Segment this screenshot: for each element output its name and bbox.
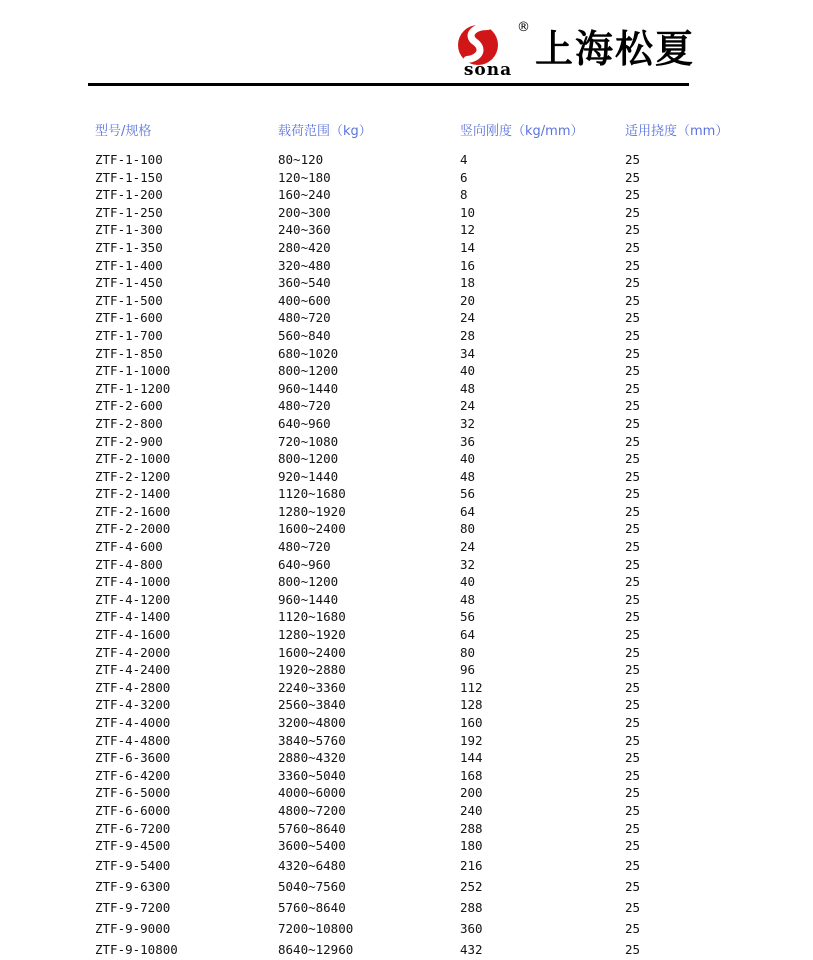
- table-row: [95, 784, 755, 802]
- table-row: [95, 415, 755, 433]
- cell-vertical-stiffness: 40: [460, 451, 476, 467]
- cell-load-range: 800~1200: [278, 451, 339, 467]
- header-vertical-stiffness: 竖向刚度（kg/mm）: [460, 124, 584, 139]
- cell-model: ZTF-1-100: [95, 152, 163, 167]
- cell-model: ZTF-2-1200: [95, 468, 171, 484]
- cell-load-range: 560~840: [278, 327, 331, 343]
- cell-vertical-stiffness: 192: [460, 732, 483, 748]
- cell-vertical-stiffness: 24: [460, 310, 476, 326]
- table-row: [95, 573, 755, 591]
- cell-model: ZTF-1-200: [95, 187, 163, 203]
- cell-model: ZTF-1-300: [95, 222, 163, 238]
- cell-model: ZTF-1-450: [95, 275, 163, 291]
- cell-applicable-deflection: 25: [625, 468, 641, 484]
- table-row: [95, 679, 755, 697]
- cell-vertical-stiffness: 432: [460, 941, 483, 957]
- table-row: [95, 939, 755, 960]
- header-divider: [88, 83, 689, 86]
- cell-vertical-stiffness: 40: [460, 363, 476, 379]
- cell-model: ZTF-2-1400: [95, 486, 171, 502]
- cell-load-range: 3600~5400: [278, 838, 346, 854]
- cell-vertical-stiffness: 144: [460, 750, 483, 766]
- cell-applicable-deflection: 25: [625, 222, 641, 238]
- cell-applicable-deflection: 25: [625, 556, 641, 572]
- cell-applicable-deflection: 25: [625, 292, 641, 308]
- cell-vertical-stiffness: 12: [460, 222, 476, 238]
- table-row: [95, 591, 755, 609]
- cell-model: ZTF-1-700: [95, 327, 163, 343]
- cell-vertical-stiffness: 48: [460, 380, 476, 396]
- cell-load-range: 1120~1680: [278, 486, 346, 502]
- table-body: [95, 151, 755, 960]
- table-row: [95, 397, 755, 415]
- header-load-range: 载荷范围（kg）: [278, 124, 372, 139]
- cell-load-range: 1280~1920: [278, 627, 346, 643]
- table-row: [95, 767, 755, 785]
- cell-applicable-deflection: 25: [625, 239, 641, 255]
- cell-vertical-stiffness: 8: [460, 187, 468, 203]
- cell-vertical-stiffness: 240: [460, 802, 483, 818]
- cell-applicable-deflection: 25: [625, 820, 641, 836]
- cell-vertical-stiffness: 288: [460, 820, 483, 836]
- cell-applicable-deflection: 25: [625, 662, 641, 678]
- cell-vertical-stiffness: 160: [460, 715, 483, 730]
- cell-vertical-stiffness: 96: [460, 662, 476, 678]
- cell-applicable-deflection: 25: [625, 275, 641, 291]
- cell-load-range: 640~960: [278, 415, 331, 431]
- registered-trademark-icon: ®: [517, 20, 530, 35]
- cell-applicable-deflection: 25: [625, 750, 641, 766]
- cell-applicable-deflection: 25: [625, 941, 641, 957]
- cell-applicable-deflection: 25: [625, 838, 641, 854]
- cell-load-range: 80~120: [278, 152, 324, 167]
- cell-model: ZTF-4-4800: [95, 732, 171, 748]
- cell-applicable-deflection: 25: [625, 521, 641, 537]
- table-row: [95, 661, 755, 679]
- cell-model: ZTF-2-2000: [95, 521, 171, 537]
- cell-vertical-stiffness: 64: [460, 627, 476, 643]
- table-row: [95, 345, 755, 363]
- cell-load-range: 240~360: [278, 222, 331, 238]
- cell-vertical-stiffness: 24: [460, 539, 476, 555]
- cell-vertical-stiffness: 80: [460, 644, 476, 660]
- table-row: [95, 186, 755, 204]
- cell-model: ZTF-1-250: [95, 204, 163, 220]
- cell-vertical-stiffness: 4: [460, 152, 468, 167]
- cell-load-range: 360~540: [278, 275, 331, 291]
- cell-model: ZTF-1-850: [95, 345, 163, 361]
- cell-load-range: 480~720: [278, 310, 331, 326]
- cell-model: ZTF-6-5000: [95, 785, 171, 801]
- cell-model: ZTF-4-4000: [95, 715, 171, 730]
- cell-vertical-stiffness: 40: [460, 574, 476, 590]
- cell-load-range: 920~1440: [278, 468, 339, 484]
- cell-applicable-deflection: 25: [625, 363, 641, 379]
- cell-load-range: 5040~7560: [278, 878, 346, 894]
- cell-vertical-stiffness: 16: [460, 257, 476, 273]
- cell-load-range: 800~1200: [278, 574, 339, 590]
- cell-applicable-deflection: 25: [625, 857, 641, 873]
- cell-load-range: 160~240: [278, 187, 331, 203]
- header-model: 型号/规格: [95, 124, 152, 139]
- cell-model: ZTF-6-7200: [95, 820, 171, 836]
- cell-model: ZTF-6-3600: [95, 750, 171, 766]
- cell-load-range: 4000~6000: [278, 785, 346, 801]
- cell-load-range: 720~1080: [278, 433, 339, 449]
- table-row: [95, 274, 755, 292]
- cell-load-range: 4800~7200: [278, 802, 346, 818]
- table-row: [95, 626, 755, 644]
- cell-model: ZTF-2-1000: [95, 451, 171, 467]
- cell-vertical-stiffness: 252: [460, 878, 483, 894]
- cell-load-range: 280~420: [278, 239, 331, 255]
- table-row: [95, 485, 755, 503]
- table-header-row: [95, 124, 755, 140]
- cell-vertical-stiffness: 168: [460, 767, 483, 783]
- cell-applicable-deflection: 25: [625, 785, 641, 801]
- cell-applicable-deflection: 25: [625, 679, 641, 695]
- table-row: [95, 257, 755, 275]
- cell-model: ZTF-9-4500: [95, 838, 171, 854]
- cell-applicable-deflection: 25: [625, 503, 641, 519]
- cell-applicable-deflection: 25: [625, 380, 641, 396]
- cell-vertical-stiffness: 32: [460, 556, 476, 572]
- cell-model: ZTF-1-500: [95, 292, 163, 308]
- cell-applicable-deflection: 25: [625, 574, 641, 590]
- cell-applicable-deflection: 25: [625, 187, 641, 203]
- cell-applicable-deflection: 25: [625, 539, 641, 555]
- cell-model: ZTF-2-900: [95, 433, 163, 449]
- table-row: [95, 855, 755, 876]
- table-row: [95, 802, 755, 820]
- cell-load-range: 3840~5760: [278, 732, 346, 748]
- table-row: [95, 503, 755, 521]
- cell-applicable-deflection: 25: [625, 398, 641, 414]
- cell-vertical-stiffness: 80: [460, 521, 476, 537]
- cell-load-range: 4320~6480: [278, 857, 346, 873]
- cell-load-range: 5760~8640: [278, 820, 346, 836]
- cell-vertical-stiffness: 20: [460, 292, 476, 308]
- cell-vertical-stiffness: 28: [460, 327, 476, 343]
- cell-load-range: 8640~12960: [278, 941, 354, 957]
- cell-vertical-stiffness: 14: [460, 239, 476, 255]
- cell-vertical-stiffness: 6: [460, 169, 468, 185]
- table-row: [95, 749, 755, 767]
- cell-model: ZTF-4-1200: [95, 591, 171, 607]
- cell-load-range: 640~960: [278, 556, 331, 572]
- cell-applicable-deflection: 25: [625, 802, 641, 818]
- table-row: [95, 644, 755, 662]
- cell-applicable-deflection: 25: [625, 878, 641, 894]
- cell-applicable-deflection: 25: [625, 169, 641, 185]
- cell-model: ZTF-1-400: [95, 257, 163, 273]
- cell-vertical-stiffness: 112: [460, 679, 483, 695]
- cell-applicable-deflection: 25: [625, 345, 641, 361]
- cell-model: ZTF-4-600: [95, 539, 163, 555]
- table-row: [95, 608, 755, 626]
- table-row: [95, 169, 755, 187]
- cell-vertical-stiffness: 56: [460, 609, 476, 625]
- cell-load-range: 2880~4320: [278, 750, 346, 766]
- cell-model: ZTF-6-6000: [95, 802, 171, 818]
- table-row: [95, 204, 755, 222]
- cell-applicable-deflection: 25: [625, 486, 641, 502]
- table-row: [95, 820, 755, 838]
- table-row: [95, 837, 755, 855]
- header-applicable-deflection: 适用挠度（mm）: [625, 124, 729, 139]
- cell-applicable-deflection: 25: [625, 609, 641, 625]
- cell-vertical-stiffness: 48: [460, 468, 476, 484]
- cell-applicable-deflection: 25: [625, 327, 641, 343]
- cell-applicable-deflection: 25: [625, 257, 641, 273]
- cell-model: ZTF-9-9000: [95, 920, 171, 936]
- cell-applicable-deflection: 25: [625, 204, 641, 220]
- cell-load-range: 200~300: [278, 204, 331, 220]
- cell-model: ZTF-2-1600: [95, 503, 171, 519]
- table-row: [95, 433, 755, 451]
- cell-load-range: 480~720: [278, 398, 331, 414]
- cell-model: ZTF-4-3200: [95, 697, 171, 713]
- table-row: [95, 876, 755, 897]
- cell-vertical-stiffness: 48: [460, 591, 476, 607]
- cell-load-range: 1600~2400: [278, 521, 346, 537]
- cell-load-range: 2560~3840: [278, 697, 346, 713]
- cell-model: ZTF-4-1400: [95, 609, 171, 625]
- cell-applicable-deflection: 25: [625, 627, 641, 643]
- cell-vertical-stiffness: 180: [460, 838, 483, 854]
- cell-load-range: 480~720: [278, 539, 331, 555]
- cell-load-range: 800~1200: [278, 363, 339, 379]
- spec-table: [95, 124, 755, 960]
- cell-load-range: 5760~8640: [278, 899, 346, 915]
- cell-applicable-deflection: 25: [625, 697, 641, 713]
- cell-load-range: 3200~4800: [278, 715, 346, 730]
- table-row: [95, 292, 755, 310]
- table-row: [95, 239, 755, 257]
- table-row: [95, 221, 755, 239]
- cell-vertical-stiffness: 128: [460, 697, 483, 713]
- cell-applicable-deflection: 25: [625, 767, 641, 783]
- cell-model: ZTF-1-1200: [95, 380, 171, 396]
- cell-vertical-stiffness: 24: [460, 398, 476, 414]
- cell-model: ZTF-6-4200: [95, 767, 171, 783]
- cell-model: ZTF-1-600: [95, 310, 163, 326]
- cell-model: ZTF-9-5400: [95, 857, 171, 873]
- cell-model: ZTF-9-6300: [95, 878, 171, 894]
- cell-model: ZTF-9-7200: [95, 899, 171, 915]
- table-row: [95, 918, 755, 939]
- cell-vertical-stiffness: 64: [460, 503, 476, 519]
- cell-applicable-deflection: 25: [625, 152, 641, 167]
- cell-vertical-stiffness: 18: [460, 275, 476, 291]
- cell-model: ZTF-9-10800: [95, 941, 178, 957]
- cell-load-range: 680~1020: [278, 345, 339, 361]
- table-row: [95, 897, 755, 918]
- cell-model: ZTF-4-800: [95, 556, 163, 572]
- cell-load-range: 1920~2880: [278, 662, 346, 678]
- cell-model: ZTF-4-1600: [95, 627, 171, 643]
- cell-applicable-deflection: 25: [625, 310, 641, 326]
- cell-vertical-stiffness: 288: [460, 899, 483, 915]
- cell-applicable-deflection: 25: [625, 899, 641, 915]
- cell-vertical-stiffness: 34: [460, 345, 476, 361]
- cell-model: ZTF-1-1000: [95, 363, 171, 379]
- cell-vertical-stiffness: 216: [460, 857, 483, 873]
- cell-model: ZTF-4-2000: [95, 644, 171, 660]
- table-row: [95, 556, 755, 574]
- table-row: [95, 450, 755, 468]
- cell-applicable-deflection: 25: [625, 415, 641, 431]
- logo-wordmark: sona: [463, 60, 513, 80]
- table-row: [95, 538, 755, 556]
- table-row: [95, 714, 755, 732]
- cell-load-range: 1280~1920: [278, 503, 346, 519]
- cell-load-range: 400~600: [278, 292, 331, 308]
- cell-vertical-stiffness: 36: [460, 433, 476, 449]
- cell-vertical-stiffness: 32: [460, 415, 476, 431]
- cell-model: ZTF-2-600: [95, 398, 163, 414]
- cell-load-range: 7200~10800: [278, 920, 354, 936]
- table-row: [95, 696, 755, 714]
- cell-load-range: 1120~1680: [278, 609, 346, 625]
- cell-applicable-deflection: 25: [625, 920, 641, 936]
- cell-model: ZTF-4-1000: [95, 574, 171, 590]
- table-row: [95, 380, 755, 398]
- cell-applicable-deflection: 25: [625, 591, 641, 607]
- table-row: [95, 327, 755, 345]
- cell-load-range: 2240~3360: [278, 679, 346, 695]
- table-row: [95, 520, 755, 538]
- cell-load-range: 960~1440: [278, 380, 339, 396]
- brand-name: 上海松夏: [535, 27, 696, 71]
- table-row: [95, 309, 755, 327]
- cell-vertical-stiffness: 56: [460, 486, 476, 502]
- cell-model: ZTF-2-800: [95, 415, 163, 431]
- cell-vertical-stiffness: 10: [460, 204, 476, 220]
- cell-vertical-stiffness: 360: [460, 920, 483, 936]
- table-row: [95, 468, 755, 486]
- cell-model: ZTF-1-350: [95, 239, 163, 255]
- cell-load-range: 120~180: [278, 169, 331, 185]
- cell-vertical-stiffness: 200: [460, 785, 483, 801]
- cell-load-range: 320~480: [278, 257, 331, 273]
- cell-load-range: 1600~2400: [278, 644, 346, 660]
- table-row: [95, 732, 755, 750]
- cell-applicable-deflection: 25: [625, 451, 641, 467]
- cell-load-range: 3360~5040: [278, 767, 346, 783]
- cell-model: ZTF-4-2400: [95, 662, 171, 678]
- cell-load-range: 960~1440: [278, 591, 339, 607]
- cell-model: ZTF-4-2800: [95, 679, 171, 695]
- cell-applicable-deflection: 25: [625, 433, 641, 449]
- table-row: [95, 362, 755, 380]
- cell-applicable-deflection: 25: [625, 644, 641, 660]
- table-row: [95, 151, 755, 169]
- cell-applicable-deflection: 25: [625, 715, 641, 730]
- cell-model: ZTF-1-150: [95, 169, 163, 185]
- cell-applicable-deflection: 25: [625, 732, 641, 748]
